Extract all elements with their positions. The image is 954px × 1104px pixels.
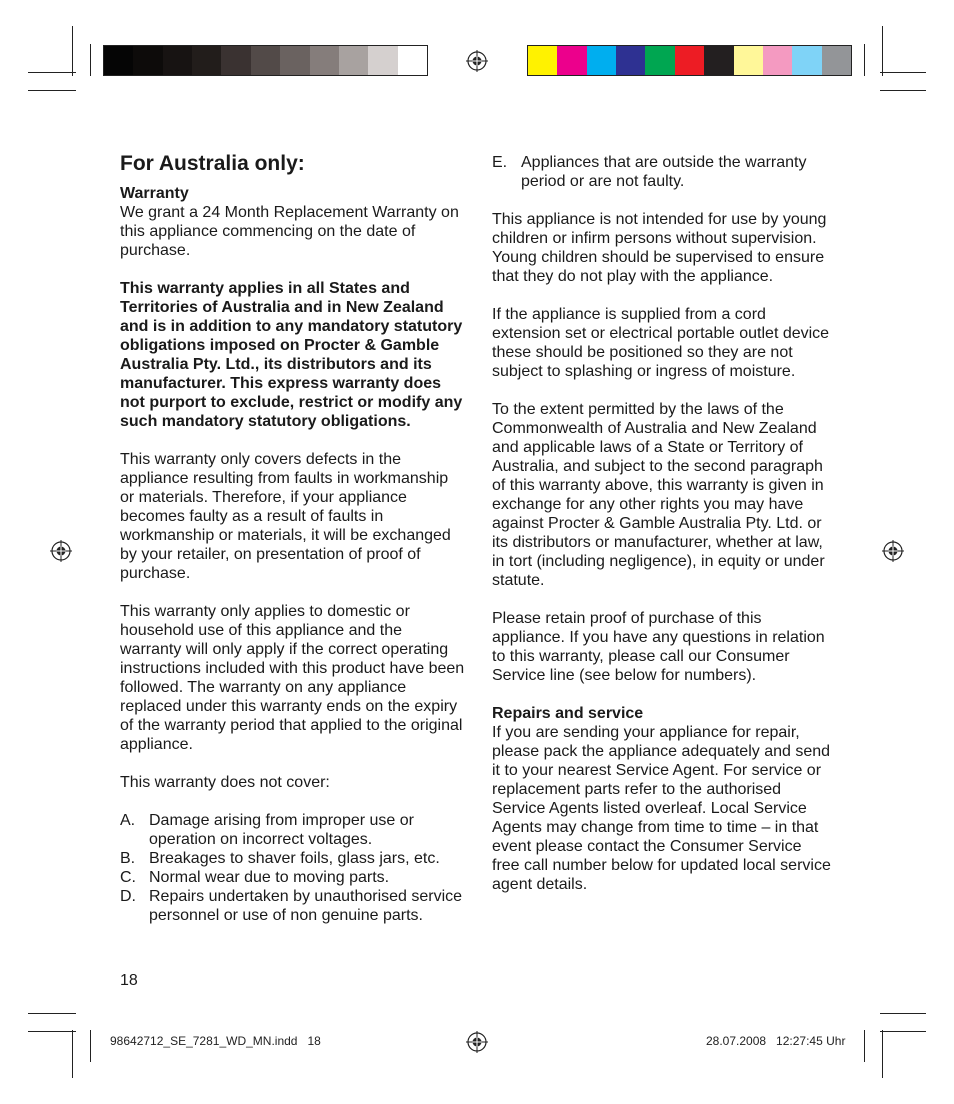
crop-mark: [72, 26, 73, 76]
list-letter: E.: [492, 154, 508, 171]
crop-mark: [28, 1013, 76, 1014]
repairs-text: If you are sending your appliance for repair, please pack the appliance adequately and send it to your nearest Service Agent. For service or replacement parts refer to the authorised Service Agents listed overleaf. Local Service Agents may change from time to time – in that event please contact the Consumer Service free call number below for updated local service agent details.: [492, 724, 831, 893]
color-swatch: [398, 46, 427, 75]
footer-file-name: 98642712_SE_7281_WD_MN.indd 18: [110, 1034, 321, 1048]
crop-mark: [880, 1013, 926, 1014]
domestic-use-paragraph: This warranty only applies to domestic or household use of this appliance and the warranty will only apply if the correct operating instructions included with this product have been followed. The warranty on any appliance replaced under this warranty ends on the expiry of the warranty period that applied to the original appliance.: [120, 603, 465, 753]
list-letter: A.: [120, 812, 136, 829]
registration-mark-icon: [50, 540, 72, 562]
defects-paragraph: This warranty only covers defects in the appliance resulting from faults in workmanship or materials. Therefore, if your appliance becomes faulty as a result of faults in workmanship or materials, it will be exchanged by your retailer, on presentation of proof of purchase.: [120, 451, 451, 582]
crop-mark: [880, 90, 926, 91]
color-swatch: [704, 46, 733, 75]
list-text: Breakages to shaver foils, glass jars, etc.: [149, 850, 440, 867]
law-paragraph: To the extent permitted by the laws of the Commonwealth of Australia and New Zealand and applicable laws of a State or Territory of Australia, and subject to the second paragraph of this warranty above, this warranty is given in exchange for any other rights you may have against Procter & Gamble Australia Pty. Ltd. or its distributors or manufacturer, whether at law, in tort (including negligence), in equity or under statute.: [492, 401, 825, 589]
crop-mark: [28, 72, 76, 73]
warranty-text: We grant a 24 Month Replacement Warranty on this appliance commencing on the date of purchase.: [120, 204, 459, 259]
left-column: [120, 184, 466, 944]
cord-paragraph: If the appliance is supplied from a cord extension set or electrical portable outlet device these should be positioned so they are not subject to splashing or ingress of moisture.: [492, 306, 830, 380]
retain-paragraph: Please retain proof of purchase of this appliance. If you have any questions in relation to this warranty, please call our Consumer Service line (see below for numbers).: [492, 610, 825, 684]
children-paragraph: This appliance is not intended for use by young children or infirm persons without supervision. Young children should be supervised to ensure that they do not play with the appliance.: [492, 211, 827, 285]
color-swatch: [645, 46, 674, 75]
color-swatch: [528, 46, 557, 75]
color-swatch: [368, 46, 397, 75]
exclusions-list: [120, 811, 466, 925]
color-swatch: [822, 46, 851, 75]
color-swatch: [734, 46, 763, 75]
crop-mark: [880, 1031, 926, 1032]
color-swatch: [587, 46, 616, 75]
color-swatch: [280, 46, 309, 75]
crop-mark: [882, 1030, 883, 1078]
statutory-paragraph: This warranty applies in all States and Territories of Australia and in New Zealand and is in addition to any mandatory statutory obligations imposed on Procter & Gamble Australia Pty. Ltd., its distributors and its manufacturer. This express warranty does not purport to exclude, restrict or modify any such mandatory statutory obligations.: [120, 280, 463, 430]
warranty-title: Warranty: [120, 185, 189, 202]
color-swatch: [792, 46, 821, 75]
color-swatch: [763, 46, 792, 75]
list-letter: D.: [120, 888, 136, 905]
list-text: Appliances that are outside the warranty period or are not faulty.: [521, 154, 807, 190]
registration-mark-icon: [466, 50, 488, 72]
registration-mark-icon: [466, 1031, 488, 1053]
crop-mark: [880, 72, 926, 73]
list-text: Repairs undertaken by unauthorised service personnel or use of non genuine parts.: [149, 888, 463, 924]
repairs-title: Repairs and service: [492, 705, 644, 722]
list-item: [120, 868, 466, 887]
right-column: [492, 153, 832, 913]
color-swatch: [675, 46, 704, 75]
list-item: [120, 849, 466, 868]
crop-mark: [28, 90, 76, 91]
color-swatch: [192, 46, 221, 75]
color-swatch: [221, 46, 250, 75]
grayscale-swatch-bar: [103, 45, 428, 76]
not-cover-intro: This warranty does not cover:: [120, 774, 330, 791]
list-text: Normal wear due to moving parts.: [149, 869, 390, 886]
list-letter: C.: [120, 869, 136, 886]
list-item: [492, 153, 832, 191]
crop-mark: [864, 1030, 865, 1062]
crop-mark: [864, 44, 865, 76]
crop-mark: [90, 1030, 91, 1062]
color-swatch: [339, 46, 368, 75]
list-item: [120, 811, 466, 849]
color-swatch: [557, 46, 586, 75]
color-swatch: [133, 46, 162, 75]
color-swatch: [310, 46, 339, 75]
list-letter: B.: [120, 850, 136, 867]
footer-timestamp: 28.07.2008 12:27:45 Uhr: [706, 1034, 846, 1048]
color-swatch: [251, 46, 280, 75]
color-swatch-bar: [527, 45, 852, 76]
registration-mark-icon: [882, 540, 904, 562]
list-item: [120, 887, 466, 925]
crop-mark: [882, 26, 883, 76]
exclusions-list-continued: [492, 153, 832, 191]
crop-mark: [90, 44, 91, 76]
page-number: 18: [120, 972, 138, 989]
page-heading: For Australia only:: [120, 152, 305, 175]
list-text: Damage arising from improper use or operation on incorrect voltages.: [149, 812, 414, 848]
crop-mark: [72, 1030, 73, 1078]
crop-mark: [28, 1031, 76, 1032]
color-swatch: [616, 46, 645, 75]
color-swatch: [163, 46, 192, 75]
color-swatch: [104, 46, 133, 75]
